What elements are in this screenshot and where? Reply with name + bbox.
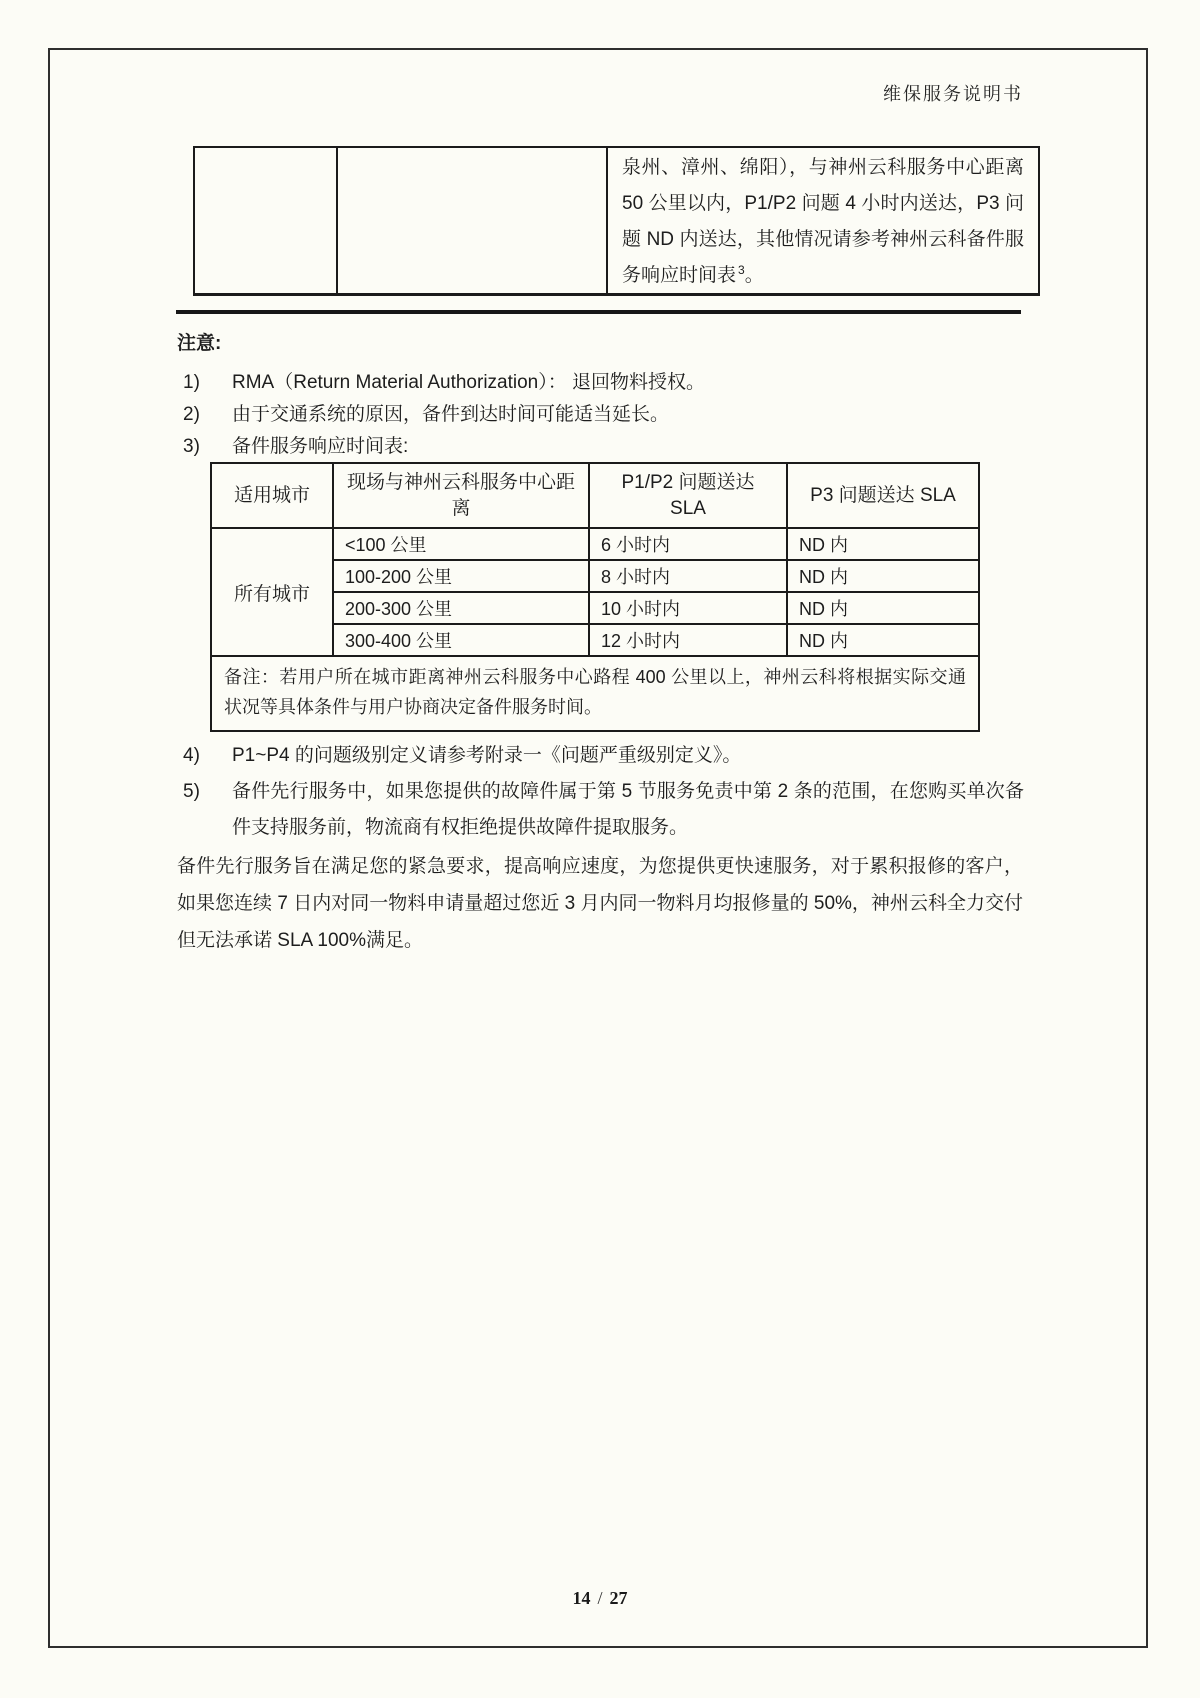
list-item-text: 备件先行服务中，如果您提供的故障件属于第 5 节服务免责中第 2 条的范围，在您购买单次备件支持服务前，物流商有权拒绝提供故障件提取服务。 — [232, 781, 1024, 838]
sla-p3-cell: ND 内 — [787, 528, 979, 560]
sla-distance-cell: 100-200 公里 — [333, 560, 589, 592]
continued-table — [193, 146, 1040, 296]
list-item-text: 备件服务响应时间表: — [232, 436, 409, 457]
continued-table-empty-cell-2 — [338, 148, 608, 293]
list-item — [183, 738, 1024, 774]
sla-header-distance: 现场与神州云科服务中心距离 — [333, 463, 589, 528]
continued-table-text-cell — [608, 148, 1038, 293]
sla-p12-cell: 12 小时内 — [589, 624, 787, 656]
sla-header-city: 适用城市 — [211, 463, 333, 528]
sla-header-p12-line2: SLA — [670, 497, 706, 519]
continued-cell-text-end: 。 — [744, 265, 764, 286]
list-item-number: 1) — [183, 372, 200, 393]
list-item-text: 由于交通系统的原因，备件到达时间可能适当延长。 — [232, 404, 670, 425]
list-item-number: 2) — [183, 404, 200, 425]
sla-table — [210, 462, 980, 732]
sla-p12-cell: 8 小时内 — [589, 560, 787, 592]
sla-table-note-row — [211, 656, 979, 731]
sla-p3-cell: ND 内 — [787, 592, 979, 624]
page-number-total: 27 — [609, 1588, 628, 1608]
notice-heading: 注意: — [177, 333, 222, 354]
notice-list-items-1-3 — [183, 370, 1024, 466]
list-item — [183, 774, 1024, 846]
section-divider — [176, 310, 1021, 314]
sla-p12-cell: 6 小时内 — [589, 528, 787, 560]
continued-cell-text: 泉州、漳州、绵阳），与神州云科服务中心距离 50 公里以内，P1/P2 问题 4 小时内送达，P3 问题 ND 内送达，其他情况请参考神州云科备件服务响应时间表 — [622, 157, 1024, 286]
sla-distance-cell: 300-400 公里 — [333, 624, 589, 656]
page-number-separator: / — [597, 1588, 603, 1608]
sla-header-p3: P3 问题送达 SLA — [787, 463, 979, 528]
page-footer — [0, 1588, 1200, 1609]
list-item-text: RMA（Return Material Authorization）： 退回物料授权。 — [232, 372, 706, 393]
list-item-number: 5) — [183, 781, 200, 802]
sla-p3-cell: ND 内 — [787, 624, 979, 656]
sla-header-p12 — [589, 463, 787, 528]
list-item — [183, 402, 1024, 427]
list-item — [183, 370, 1024, 395]
list-item-number: 4) — [183, 745, 200, 766]
list-item-text: P1~P4 的问题级别定义请参考附录一《问题严重级别定义》。 — [232, 745, 742, 766]
header-title: 维保服务说明书 — [883, 84, 1023, 104]
sla-table-row — [211, 528, 979, 560]
footnote-reference: 3 — [738, 262, 745, 277]
sla-p3-cell: ND 内 — [787, 560, 979, 592]
sla-note-cell: 备注：若用户所在城市距离神州云科服务中心路程 400 公里以上，神州云科将根据实际交通状况等具体条件与用户协商决定备件服务时间。 — [211, 656, 979, 731]
notice-list-items-4-5 — [183, 738, 1024, 846]
sla-city-cell: 所有城市 — [211, 528, 333, 656]
sla-table-header-row — [211, 463, 979, 528]
closing-paragraph: 备件先行服务旨在满足您的紧急要求，提高响应速度，为您提供更快速服务，对于累积报修的客户，如果您连续 7 日内对同一物料申请量超过您近 3 月内同一物料月均报修量的 50%，神州云科全力交付但无法承诺 SLA 100%满足。 — [177, 856, 1023, 951]
list-item — [183, 434, 1024, 459]
list-item-number: 3) — [183, 436, 200, 457]
sla-distance-cell: 200-300 公里 — [333, 592, 589, 624]
page-number-current: 14 — [572, 1588, 591, 1608]
continued-table-empty-cell-1 — [195, 148, 338, 293]
sla-header-p12-line1: P1/P2 问题送达 — [621, 471, 755, 493]
sla-p12-cell: 10 小时内 — [589, 592, 787, 624]
sla-distance-cell: <100 公里 — [333, 528, 589, 560]
